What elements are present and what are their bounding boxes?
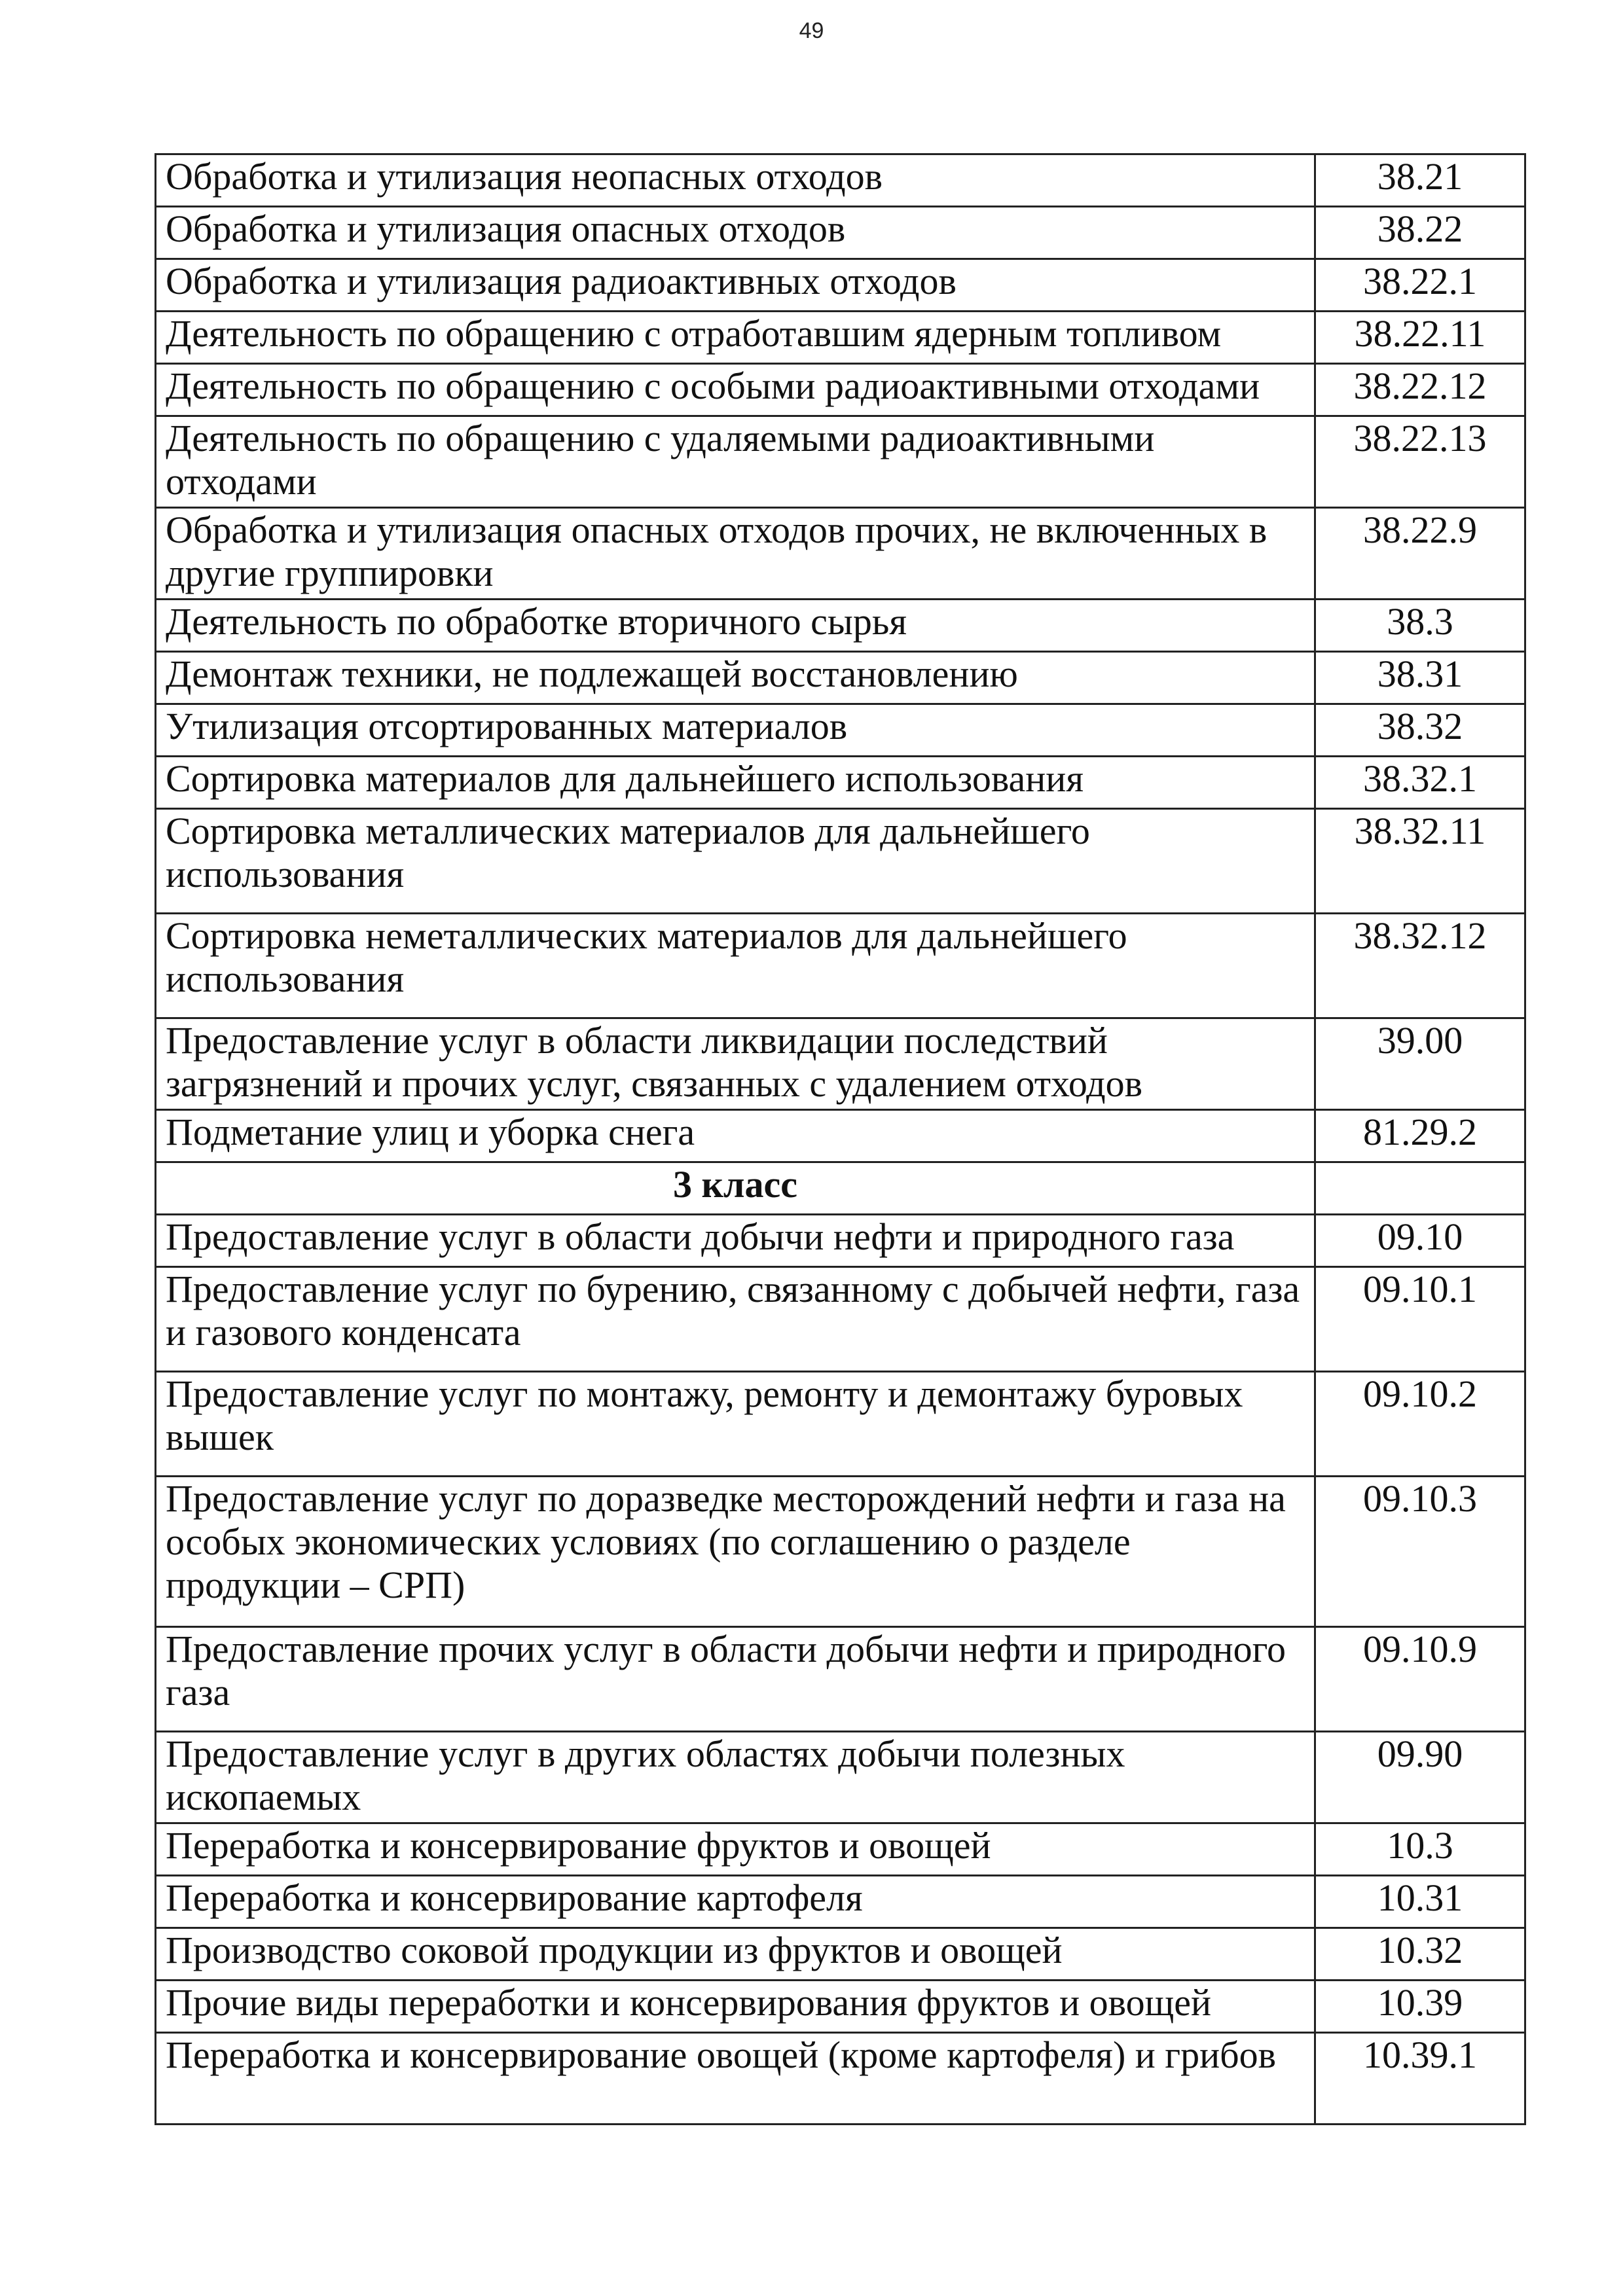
table-row — [156, 1372, 1525, 1477]
table-row — [156, 1928, 1525, 1981]
activity-code: 09.10.9 — [1315, 1627, 1525, 1732]
activity-name: Сортировка неметаллических материалов для дальнейшего использования — [156, 914, 1315, 1018]
activity-name: Сортировка материалов для дальнейшего использования — [156, 757, 1315, 809]
section-header-row — [156, 1162, 1525, 1215]
activity-code: 38.22.9 — [1315, 508, 1525, 600]
activity-name: Обработка и утилизация опасных отходов прочих, не включенных в другие группировки — [156, 508, 1315, 600]
section-title: 3 класс — [156, 1162, 1315, 1215]
table-row — [156, 600, 1525, 652]
activity-name: Деятельность по обращению с особыми радиоактивными отходами — [156, 364, 1315, 416]
activity-name: Деятельность по обращению с отработавшим ядерным топливом — [156, 312, 1315, 364]
page-number: 49 — [799, 18, 824, 43]
activity-code: 38.31 — [1315, 652, 1525, 704]
activity-code: 10.31 — [1315, 1876, 1525, 1928]
activity-code: 10.39 — [1315, 1981, 1525, 2033]
table-row — [156, 1267, 1525, 1372]
activity-code: 38.32.11 — [1315, 809, 1525, 914]
table-row — [156, 2033, 1525, 2125]
table-row — [156, 312, 1525, 364]
activity-code: 09.10.3 — [1315, 1477, 1525, 1627]
activity-code: 09.10.2 — [1315, 1372, 1525, 1477]
activity-code: 10.3 — [1315, 1823, 1525, 1876]
table-row — [156, 1732, 1525, 1823]
activity-code: 81.29.2 — [1315, 1110, 1525, 1162]
activity-name: Предоставление услуг в области добычи нефти и природного газа — [156, 1215, 1315, 1267]
table-row — [156, 1823, 1525, 1876]
activity-name: Предоставление услуг по монтажу, ремонту и демонтажу буровых вышек — [156, 1372, 1315, 1477]
activity-code: 38.3 — [1315, 600, 1525, 652]
table-row — [156, 914, 1525, 1018]
activity-name: Подметание улиц и уборка снега — [156, 1110, 1315, 1162]
activity-name: Предоставление прочих услуг в области добычи нефти и природного газа — [156, 1627, 1315, 1732]
table-row — [156, 1477, 1525, 1627]
activity-code: 38.32.12 — [1315, 914, 1525, 1018]
activity-name: Обработка и утилизация радиоактивных отходов — [156, 259, 1315, 312]
activity-name: Обработка и утилизация опасных отходов — [156, 207, 1315, 259]
activity-name: Переработка и консервирование овощей (кроме картофеля) и грибов — [156, 2033, 1315, 2125]
activity-name: Сортировка металлических материалов для дальнейшего использования — [156, 809, 1315, 914]
activity-name: Деятельность по обработке вторичного сырья — [156, 600, 1315, 652]
activity-code: 38.22.11 — [1315, 312, 1525, 364]
activity-code: 10.32 — [1315, 1928, 1525, 1981]
activity-name: Переработка и консервирование картофеля — [156, 1876, 1315, 1928]
activity-code-table — [155, 153, 1526, 2125]
table-row — [156, 809, 1525, 914]
activity-name: Деятельность по обращению с удаляемыми радиоактивными отходами — [156, 416, 1315, 508]
activity-name: Производство соковой продукции из фруктов и овощей — [156, 1928, 1315, 1981]
table-row — [156, 416, 1525, 508]
activity-code: 09.10.1 — [1315, 1267, 1525, 1372]
activity-code: 38.22.12 — [1315, 364, 1525, 416]
activity-code: 38.22 — [1315, 207, 1525, 259]
activity-name: Демонтаж техники, не подлежащей восстановлению — [156, 652, 1315, 704]
table-row — [156, 652, 1525, 704]
activity-code: 09.90 — [1315, 1732, 1525, 1823]
table-row — [156, 1981, 1525, 2033]
activity-name: Прочие виды переработки и консервирования фруктов и овощей — [156, 1981, 1315, 2033]
table-row — [156, 757, 1525, 809]
activity-code: 38.21 — [1315, 154, 1525, 207]
activity-code: 38.32 — [1315, 704, 1525, 757]
table-row — [156, 207, 1525, 259]
table-row — [156, 1627, 1525, 1732]
activity-name: Предоставление услуг в области ликвидации последствий загрязнений и прочих услуг, связанных с удалением отходов — [156, 1018, 1315, 1110]
activity-name: Обработка и утилизация неопасных отходов — [156, 154, 1315, 207]
table-row — [156, 154, 1525, 207]
activity-code: 10.39.1 — [1315, 2033, 1525, 2125]
activity-code — [1315, 1162, 1525, 1215]
activity-name: Предоставление услуг по доразведке месторождений нефти и газа на особых экономических условиях (по соглашению о разделе продукции – СРП) — [156, 1477, 1315, 1627]
activity-code: 09.10 — [1315, 1215, 1525, 1267]
activity-code: 39.00 — [1315, 1018, 1525, 1110]
activity-name: Переработка и консервирование фруктов и овощей — [156, 1823, 1315, 1876]
activity-name: Утилизация отсортированных материалов — [156, 704, 1315, 757]
table-row — [156, 704, 1525, 757]
activity-code: 38.32.1 — [1315, 757, 1525, 809]
table-row — [156, 1018, 1525, 1110]
table-row — [156, 508, 1525, 600]
activity-code: 38.22.13 — [1315, 416, 1525, 508]
activity-code: 38.22.1 — [1315, 259, 1525, 312]
table-row — [156, 1215, 1525, 1267]
table-row — [156, 1876, 1525, 1928]
activity-name: Предоставление услуг по бурению, связанному с добычей нефти, газа и газового конденсата — [156, 1267, 1315, 1372]
activity-name: Предоставление услуг в других областях добычи полезных ископаемых — [156, 1732, 1315, 1823]
table-row — [156, 259, 1525, 312]
table-row — [156, 364, 1525, 416]
table-row — [156, 1110, 1525, 1162]
